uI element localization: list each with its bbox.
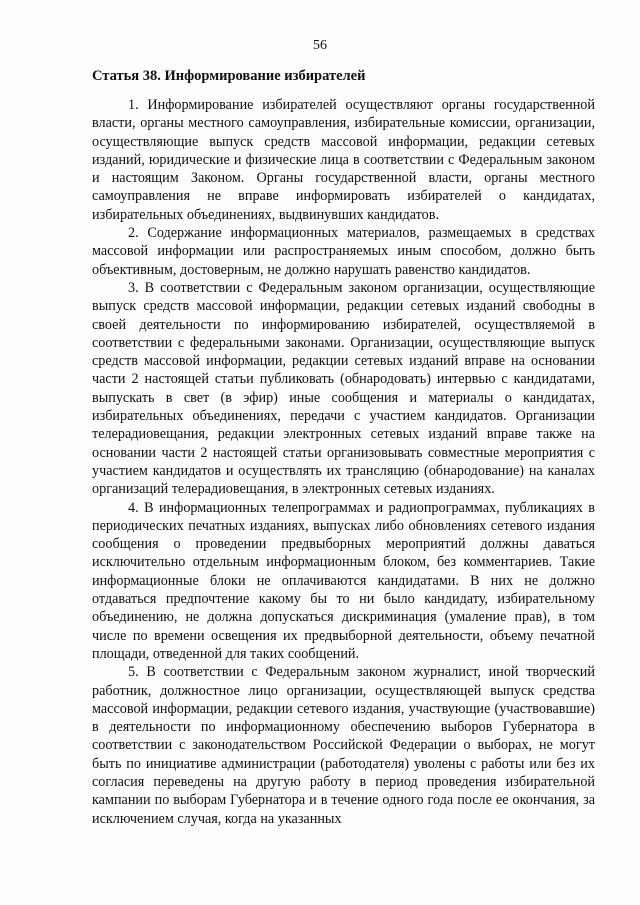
page-number: 56 xyxy=(313,38,327,53)
article-title: Статья 38. Информирование избирателей xyxy=(92,68,366,84)
paragraph-1: 1. Информирование избирателей осуществляют органы государственной власти, органы местного самоуправления, избирательные комиссии, организации, осуществляющие выпуск средств массовой информации, редакции сетевых изданий, юридические и физические лица в соответствии с Федеральным законом и настоящим Законом. Органы государственной власти, органы местного самоуправления не вправе информировать избирателей о кандидатах, избирательных объединениях, выдвинувших кандидатов. xyxy=(92,97,595,223)
paragraph-3: 3. В соответствии с Федеральным законом организации, осуществляющие выпуск средств массовой информации, редакции сетевых изданий свободны в своей деятельности по информированию избирателей, осуществляемой в соответствии с федеральными законами. Организации, осуществляющие выпуск средств массовой информации, редакции сетевых изданий вправе на основании части 2 настоящей статьи публиковать (обнародовать) интервью с кандидатами, выпускать в свет (в эфир) иные сообщения и материалы о кандидатах, избирательных объединениях, передачи с участием кандидатов. Организации телерадиовещания, редакции электронных сетевых изданий вправе также на основании части 2 настоящей статьи организовывать совместные мероприятия с участием кандидатов и осуществлять их трансляцию (обнародование) на каналах организаций телерадиовещания, в электронных сетевых изданиях. xyxy=(92,279,595,498)
document-body xyxy=(92,67,595,828)
paragraph-5: 5. В соответствии с Федеральным законом журналист, иной творческий работник, должностное лицо организации, осуществляющей выпуск средства массовой информации, редакции сетевого издания, участвующие (участвовавшие) в деятельности по информационному обеспечению выборов Губернатора в соответствии с законодательством Российской Федерации о выборах, не могут быть по инициативе администрации (работодателя) уволены с работы или без их согласия переведены на другую работу в период проведения избирательной кампании по выборам Губернатора и в течение одного года после ее окончания, за исключением случая, когда на указанных xyxy=(92,664,595,827)
paragraph-2: 2. Содержание информационных материалов, размещаемых в средствах массовой информации или распространяемых иным способом, должно быть объективным, достоверным, не должно нарушать равенство кандидатов. xyxy=(92,225,595,278)
paragraph-4: 4. В информационных телепрограммах и радиопрограммах, публикациях в периодических печатных изданиях, выпусках либо обновлениях сетевого издания сообщения о проведении предвыборных мероприятий должны даваться исключительно отдельным информационным блоком, без комментариев. Такие информационные блоки не оплачиваются кандидатами. В них не должно отдаваться предпочтение какому бы то ни было кандидату, избирательному объединению, не должна допускаться дискриминация (умаление прав), в том числе по времени освещения их предвыборной деятельности, объему печатной площади, отведенной для таких сообщений. xyxy=(92,499,595,662)
